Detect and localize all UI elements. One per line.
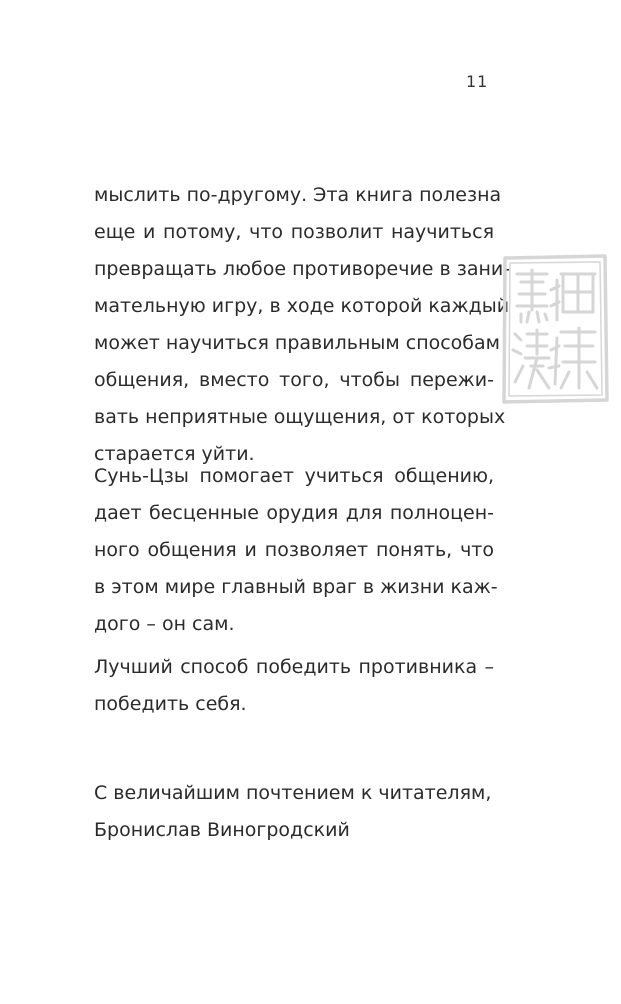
page-number: 11 [466, 72, 489, 91]
text-line: еще и потому, что позволит научиться [94, 221, 494, 243]
text-line: может научиться правильным способам [94, 332, 501, 354]
paragraph-intro [94, 177, 511, 473]
text-line: старается уйти. [94, 443, 255, 465]
closing-line: С величайшим почтением к читателям, [94, 782, 492, 804]
paragraph-sun-tzu [94, 458, 498, 643]
text-line: мательную игру, в ходе которой каждый [94, 295, 510, 317]
text-line: Сунь-Цзы помогает учиться общению, [94, 465, 494, 487]
chinese-seal-stamp-icon [499, 250, 611, 408]
text-line: в этом мире главный враг в жизни каж- [94, 576, 498, 598]
text-line: ного общения и позволяет понять, что [94, 539, 494, 561]
text-line: Лучший способ победить противника – [94, 656, 494, 678]
text-line: дого – он сам. [94, 613, 235, 635]
text-line: превращать любое противоречие в зани- [94, 258, 511, 280]
signature-block [94, 775, 494, 849]
text-line: вать неприятные ощущения, от которых [94, 406, 506, 428]
text-line: победить себя. [94, 693, 247, 715]
text-line: дает бесценные орудия для полноцен- [94, 502, 494, 524]
text-line: общения, вместо того, чтобы пережи- [94, 369, 494, 391]
text-line: мыслить по-другому. Эта книга полезна [94, 184, 502, 206]
author-name: Бронислав Виногродский [94, 819, 350, 841]
paragraph-best-way [94, 649, 494, 723]
